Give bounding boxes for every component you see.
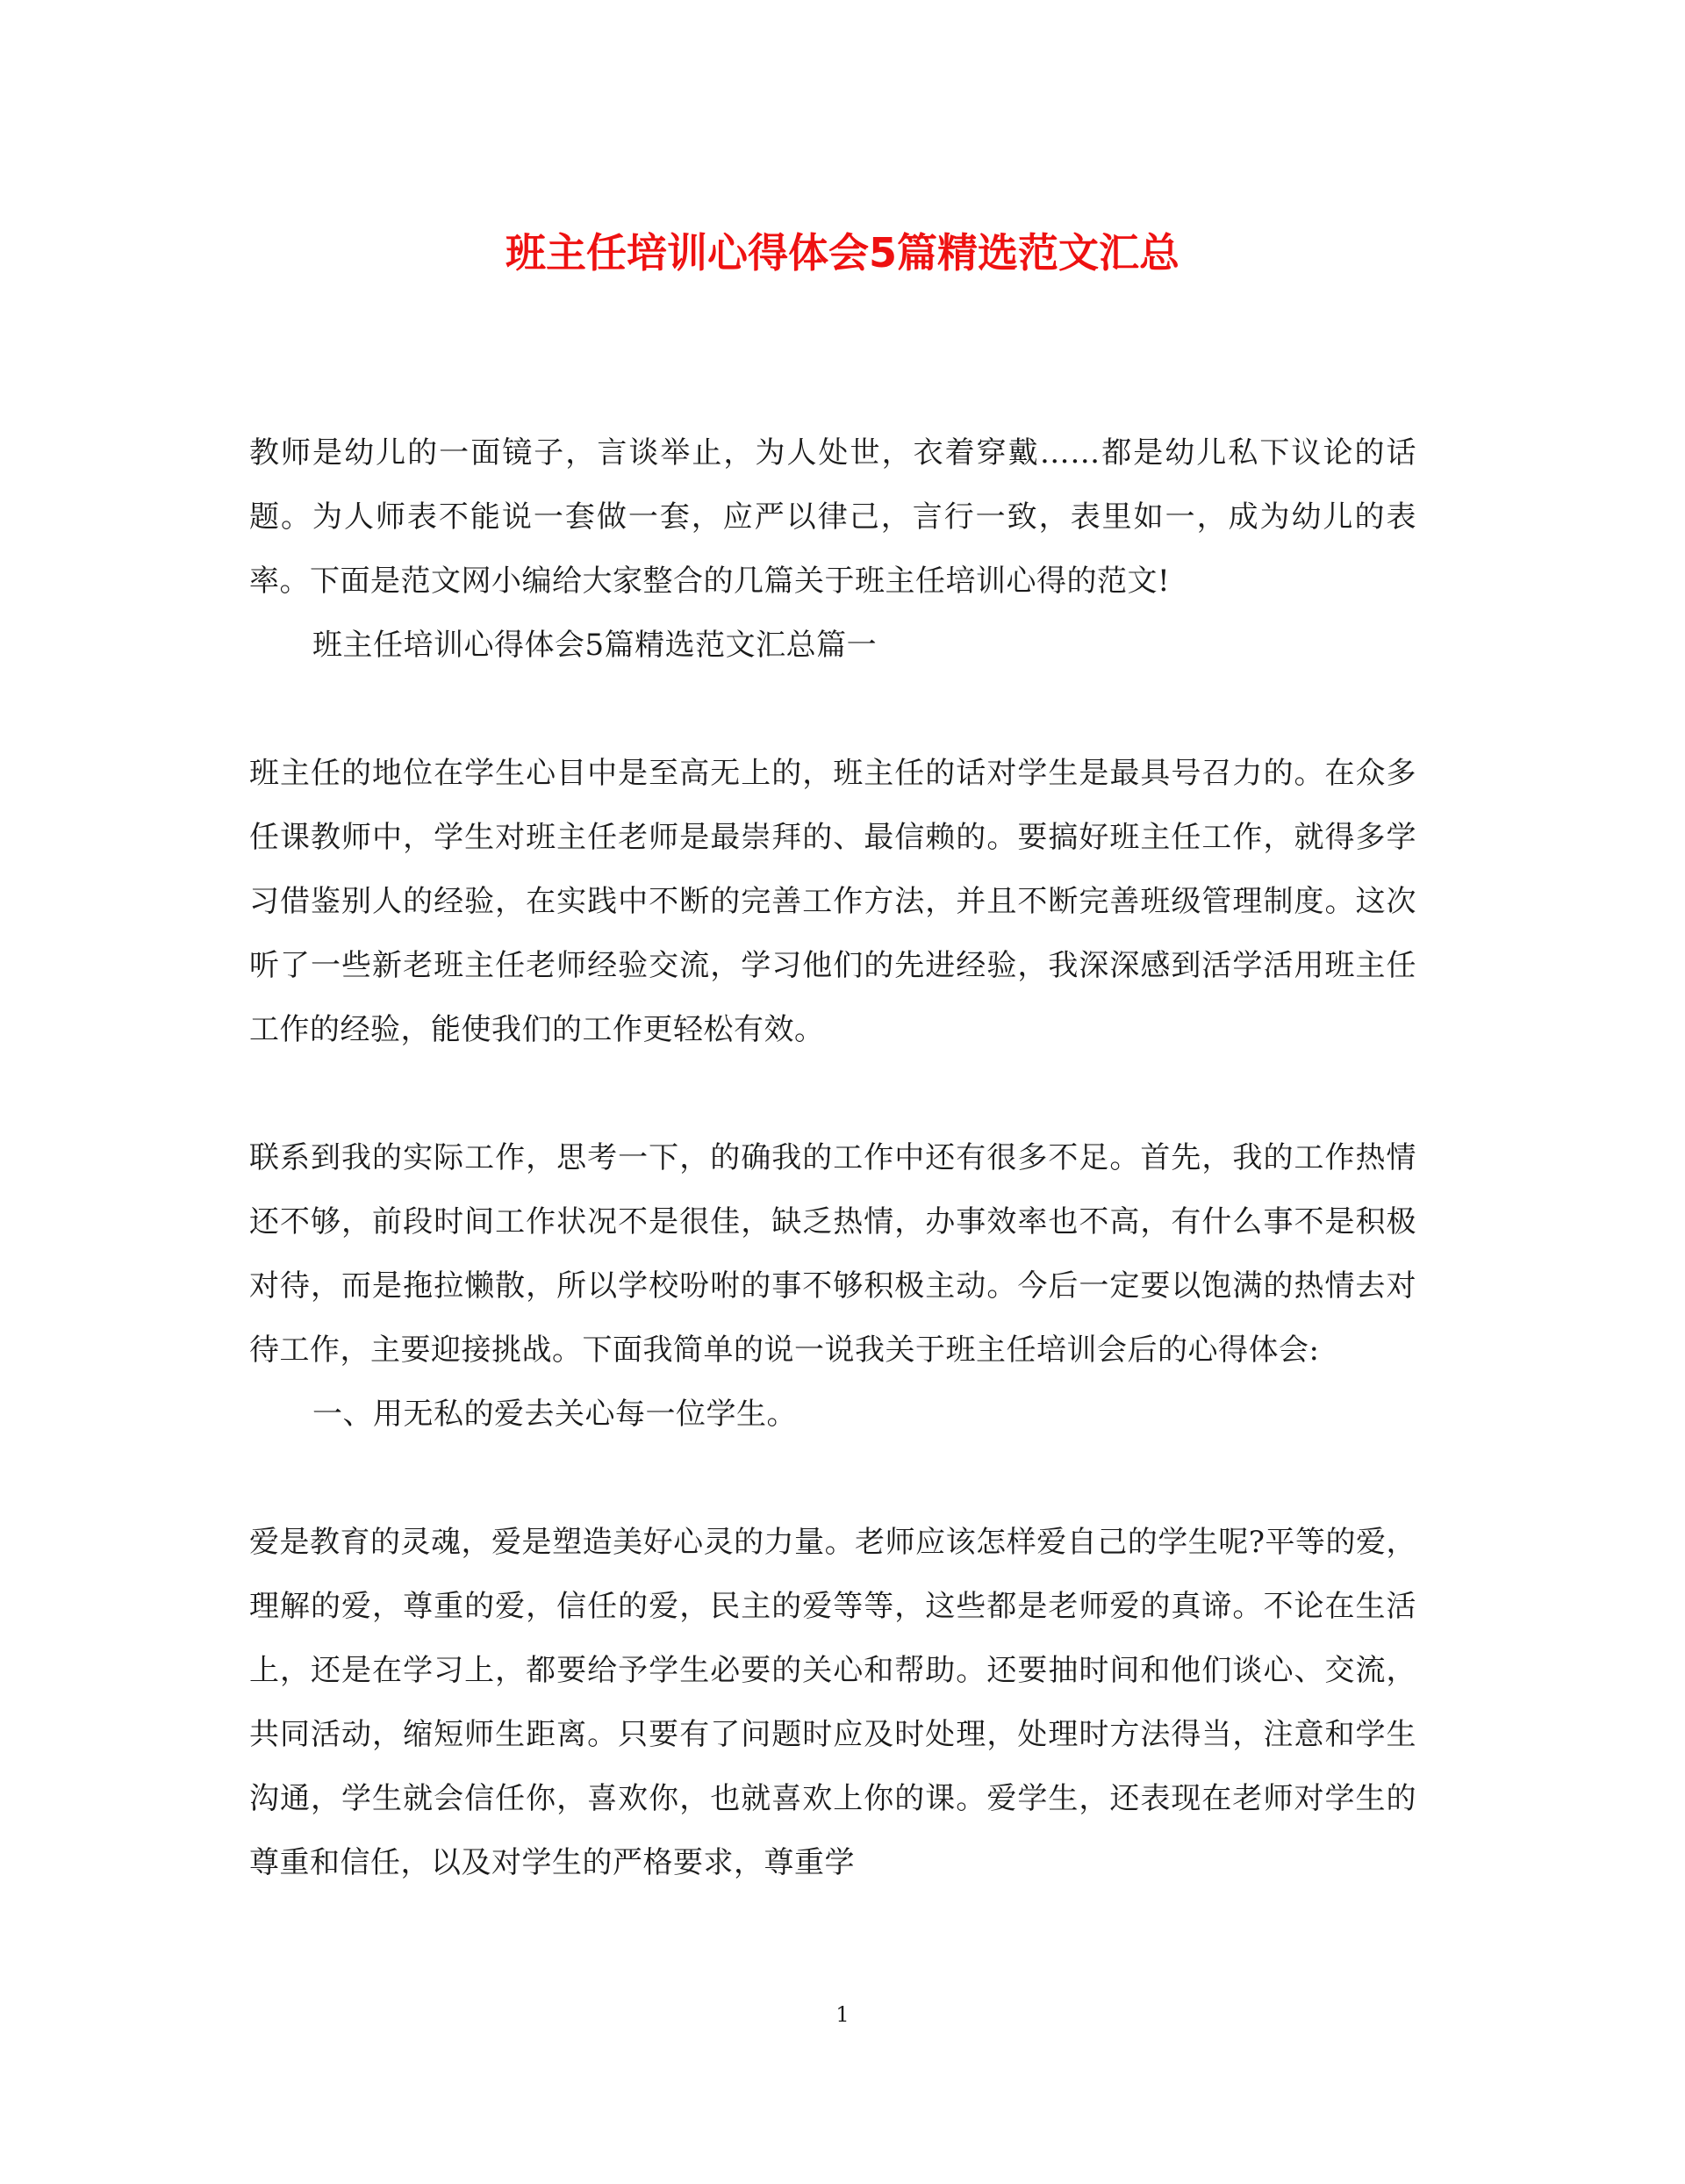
paragraph-gap: [249, 678, 1416, 742]
body-paragraph-3: 爱是教育的灵魂，爱是塑造美好心灵的力量。老师应该怎样爱自己的学生呢?平等的爱，理解的爱，尊重的爱，信任的爱，民主的爱等等，这些都是老师爱的真谛。不论在生活上，还是在学习上，都要给予学生必要的关心和帮助。还要抽时间和他们谈心、交流，共同活动，缩短师生距离。只要有了问题时应及时处理，处理时方法得当，注意和学生沟通，学生就会信任你，喜欢你，也就喜欢上你的课。爱学生，还表现在老师对学生的尊重和信任，以及对学生的严格要求，尊重学: [249, 1525, 1416, 1880]
body-paragraph-1: 班主任的地位在学生心目中是至高无上的，班主任的话对学生是最具号召力的。在众多任课教师中，学生对班主任老师是最崇拜的、最信赖的。要搞好班主任工作，就得多学习借鉴别人的经验，在实践中不断的完善工作方法，并且不断完善班级管理制度。这次听了一些新老班主任老师经验交流，学习他们的先进经验，我深深感到活学活用班主任工作的经验，能使我们的工作更轻松有效。: [249, 756, 1416, 1047]
paragraph-gap: [249, 1062, 1416, 1126]
paragraph-gap: [249, 1447, 1416, 1511]
document-body: [249, 421, 1416, 1895]
document-title: 班主任培训心得体会5篇精选范文汇总: [505, 229, 1180, 277]
point-heading-1: 一、用无私的爱去关心每一位学生。: [312, 1397, 797, 1432]
page-number: 1: [835, 2002, 850, 2027]
intro-paragraph: 教师是幼儿的一面镜子，言谈举止，为人处世，衣着穿戴……都是幼儿私下议论的话题。为人师表不能说一套做一套，应严以律己，言行一致，表里如一，成为幼儿的表率。下面是范文网小编给大家整合的几篇关于班主任培训心得的范文!: [249, 435, 1416, 599]
body-paragraph-2: 联系到我的实际工作，思考一下，的确我的工作中还有很多不足。首先，我的工作热情还不够，前段时间工作状况不是很佳，缺乏热情，办事效率也不高，有什么事不是积极对待，而是拖拉懒散，所以学校吩咐的事不够积极主动。今后一定要以饱满的热情去对待工作，主要迎接挑战。下面我简单的说一说我关于班主任培训会后的心得体会:: [249, 1140, 1416, 1368]
section-heading: 班主任培训心得体会5篇精选范文汇总篇一: [312, 628, 878, 663]
